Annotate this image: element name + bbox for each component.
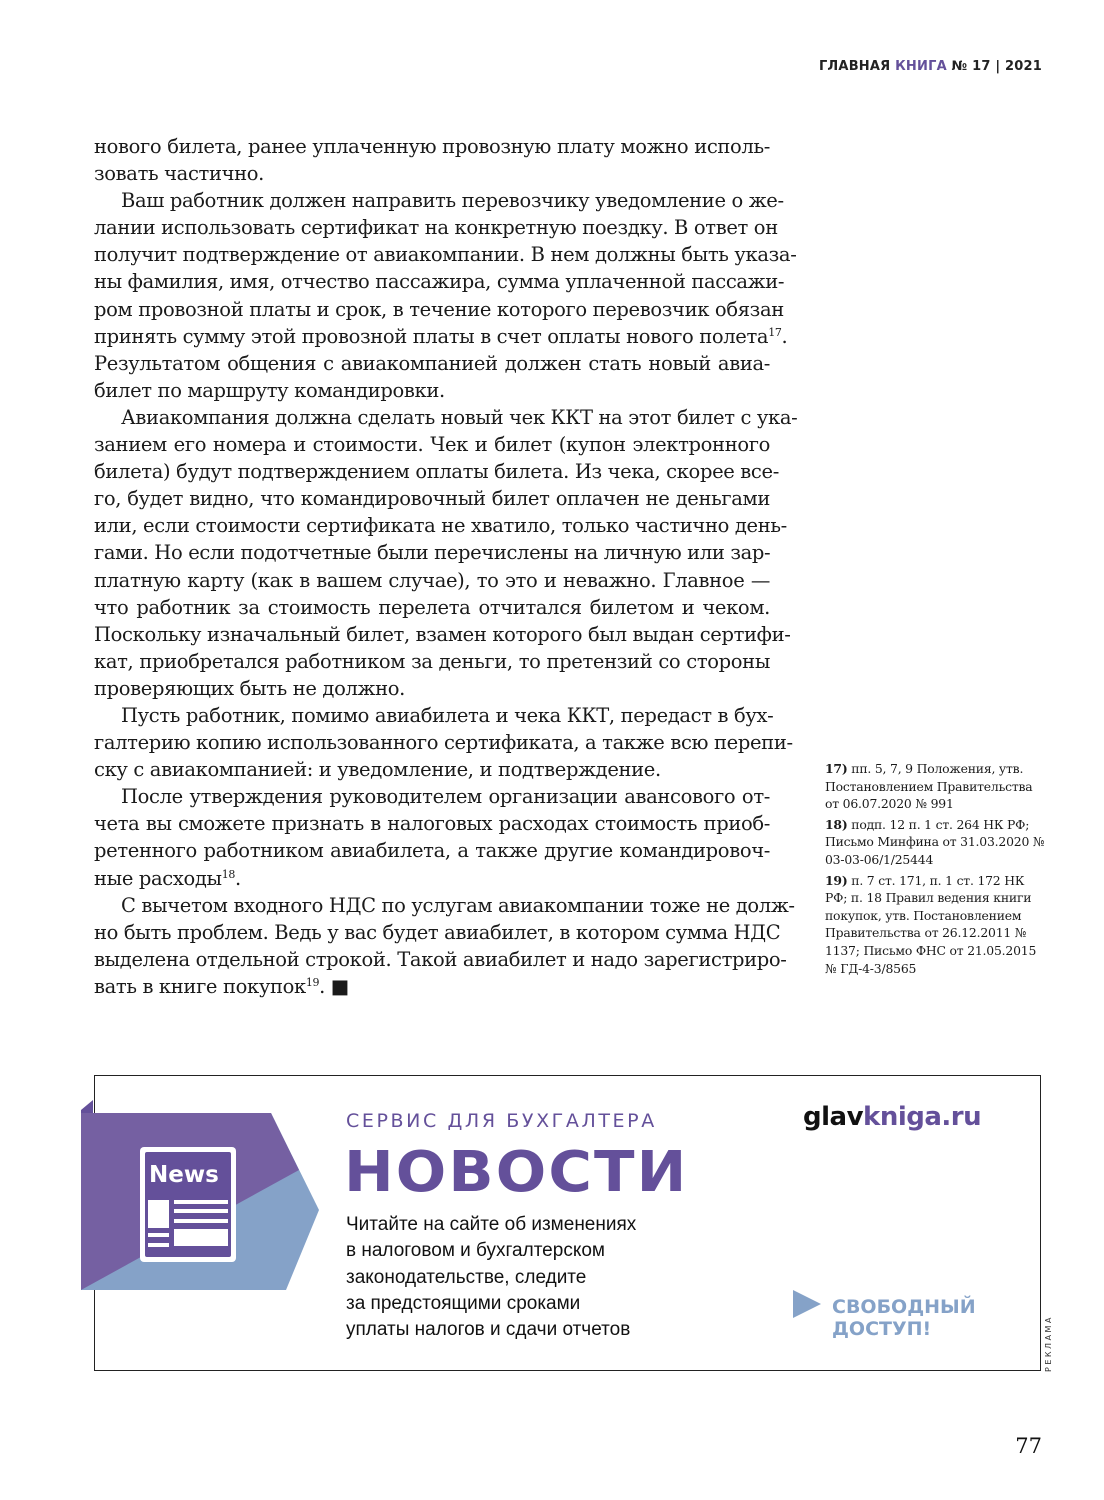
- text-line-content: чета вы сможете признать в налоговых расходах стоимость приоб-: [94, 812, 770, 836]
- text-line-content: проверяющих быть не должно.: [94, 676, 405, 700]
- text-line-content: После утверждения руководителем организации авансового от-: [121, 785, 770, 809]
- text-line-content: что работник за стоимость перелета отчитался билетом и чеком.: [94, 595, 770, 619]
- footnote-text: подп. 12 п. 1 ст. 264 НК РФ; Письмо Минфина от 31.03.2020 № 03-03-06/1/25444: [825, 816, 1045, 867]
- ad-title: НОВОСТИ: [344, 1140, 689, 1205]
- text-line: [94, 783, 770, 810]
- text-line: [94, 187, 784, 214]
- footnote-text: пп. 5, 7, 9 Положения, утв. Постановлением Правительства от 06.07.2020 № 991: [825, 761, 1033, 812]
- running-header: [819, 59, 1042, 74]
- footnote-number: 18): [825, 816, 848, 832]
- text-line-content: Результатом общения с авиакомпанией должен стать новый авиа-: [94, 351, 770, 375]
- text-line: [94, 377, 770, 404]
- text-line: [94, 675, 770, 702]
- text-line-content: го, будет видно, что командировочный билет оплачен не деньгами: [94, 487, 770, 511]
- text-line-content: или, если стоимости сертификата не хватило, только частично день-: [94, 514, 787, 538]
- text-line: [94, 946, 787, 973]
- text-line-content: ны фамилия, имя, отчество пассажира, сумма уплаченной пассажи-: [94, 270, 785, 294]
- text-line-content: лании использовать сертификат на конкретную поездку. В ответ он: [94, 216, 778, 240]
- ad-text-line: уплаты налогов и сдачи отчетов: [346, 1319, 631, 1341]
- footnote: [825, 872, 1050, 978]
- text-line-content: Ваш работник должен направить перевозчику уведомление о же-: [121, 189, 784, 213]
- text-line-content: С вычетом входного НДС по услугам авиакомпании тоже не долж-: [121, 893, 795, 917]
- text-line-content: Поскольку изначальный билет, взамен которого был выдан сертифи-: [94, 622, 791, 646]
- footnote-number: 17): [825, 761, 848, 776]
- text-line-content: Пусть работник, помимо авиабилета и чека ККТ, передаст в бух-: [121, 703, 774, 727]
- text-line-content: вать в книге покупок: [94, 974, 306, 998]
- text-line: [94, 350, 770, 377]
- text-line: [94, 621, 791, 648]
- text-line: [94, 323, 788, 350]
- text-line: [94, 458, 779, 485]
- text-line: [94, 404, 798, 431]
- ad-subtitle: СЕРВИС ДЛЯ БУХГАЛТЕРА: [346, 1110, 657, 1132]
- text-line-content: билета) будут подтверждением оплаты билета. Из чека, скорее все-: [94, 460, 779, 484]
- text-line: [94, 133, 770, 160]
- ad-site-link[interactable]: [803, 1102, 981, 1132]
- text-line-content: ску с авиакомпанией: и уведомление, и подтверждение.: [94, 758, 661, 782]
- text-line-content: кат, приобретался работником за деньги, то претензий со стороны: [94, 649, 770, 673]
- free-access-line: СВОБОДНЫЙ: [832, 1296, 976, 1318]
- footnote-ref[interactable]: 17: [768, 325, 782, 339]
- text-line: [94, 892, 795, 919]
- site-name-accent: kniga.ru: [863, 1102, 982, 1132]
- text-line: [94, 268, 785, 295]
- text-line-content: галтерию копию использованного сертификата, а также всю перепи-: [94, 731, 793, 755]
- page-number: 77: [1015, 1434, 1042, 1458]
- ad-text-line: Читайте на сайте об изменениях: [346, 1214, 637, 1235]
- footnote-ref[interactable]: 18: [221, 867, 236, 881]
- text-line-tail: .: [235, 866, 241, 890]
- text-line: [94, 512, 787, 539]
- ad-text-line: в налоговом и бухгалтерском: [346, 1240, 605, 1262]
- text-line: [94, 431, 770, 458]
- text-line: [94, 296, 784, 323]
- text-line-content: занием его номера и стоимости. Чек и билет (купон электронного: [94, 433, 770, 457]
- ad-text-line: законодательстве, следите: [346, 1266, 587, 1288]
- text-line: [94, 241, 797, 268]
- text-line-tail: .: [781, 324, 788, 348]
- text-line-content: ретенного работником авиабилета, а также другие командировоч-: [94, 839, 770, 863]
- text-line: [94, 214, 778, 241]
- text-line: [94, 837, 770, 864]
- footnote-number: 19): [825, 872, 848, 888]
- text-line-content: билет по маршруту командировки.: [94, 378, 445, 402]
- text-line: [94, 756, 770, 783]
- text-line: [94, 865, 770, 892]
- footnote-ref[interactable]: 19: [305, 975, 320, 989]
- text-line: [94, 810, 770, 837]
- footnotes: [825, 760, 1050, 980]
- text-line: [94, 160, 770, 187]
- footnote: [825, 760, 1050, 813]
- text-line-content: ные расходы: [94, 866, 222, 890]
- news-badge-graphic: [81, 1100, 326, 1300]
- text-line: [94, 702, 774, 729]
- free-access-line: ДОСТУП!: [832, 1318, 932, 1340]
- ad-label: РЕКЛАМА: [1044, 1315, 1053, 1372]
- text-line: [94, 729, 793, 756]
- text-line-content: выделена отдельной строкой. Такой авиабилет и надо зарегистриро-: [94, 947, 787, 971]
- news-label: News: [149, 1162, 219, 1188]
- text-line: [94, 973, 770, 1000]
- text-line-content: ром провозной платы и срок, в течение которого перевозчик обязан: [94, 297, 784, 321]
- article-body: [94, 133, 798, 1000]
- text-line-content: нового билета, ранее уплаченную провозную плату можно исполь-: [94, 135, 770, 158]
- text-line-content: гами. Но если подотчетные были перечислены на личную или зар-: [94, 541, 771, 565]
- footnote-text: п. 7 ст. 171, п. 1 ст. 172 НК РФ; п. 18 Правил ведения книги покупок, утв. Постановлением Правительства от 26.12.2011 № 1137; Письмо ФНС от 21.05.2015 № ГД-4-3/8565: [825, 872, 1037, 976]
- text-line-content: получит подтверждение от авиакомпании. В нем должны быть указа-: [94, 243, 797, 267]
- text-line: [94, 539, 770, 566]
- text-line-content: Авиакомпания должна сделать новый чек ККТ на этот билет с ука-: [121, 405, 798, 429]
- header-magazine-name-accent: КНИГА: [895, 59, 947, 74]
- header-magazine-name: ГЛАВНАЯ: [818, 59, 896, 74]
- text-line: [94, 648, 770, 675]
- text-line-content: но быть проблем. Ведь у вас будет авиабилет, в котором сумма НДС: [94, 920, 781, 944]
- ad-text-line: за предстоящими сроками: [346, 1292, 581, 1314]
- text-line-content: платную карту (как в вашем случае), то это и неважно. Главное —: [94, 568, 770, 592]
- site-name-part: glav: [803, 1102, 864, 1132]
- text-line-content: зовать частично.: [94, 162, 265, 186]
- play-arrow-icon: [793, 1290, 821, 1318]
- text-line-tail: . ■: [319, 974, 349, 998]
- text-line: [94, 567, 770, 594]
- text-line-content: принять сумму этой провозной платы в счет оплаты нового полета: [94, 324, 769, 348]
- text-line: [94, 594, 770, 621]
- text-line: [94, 485, 770, 512]
- ad-description: [346, 1212, 636, 1343]
- footnote: [825, 816, 1050, 869]
- header-issue: № 17 | 2021: [946, 59, 1042, 74]
- text-line: [94, 919, 781, 946]
